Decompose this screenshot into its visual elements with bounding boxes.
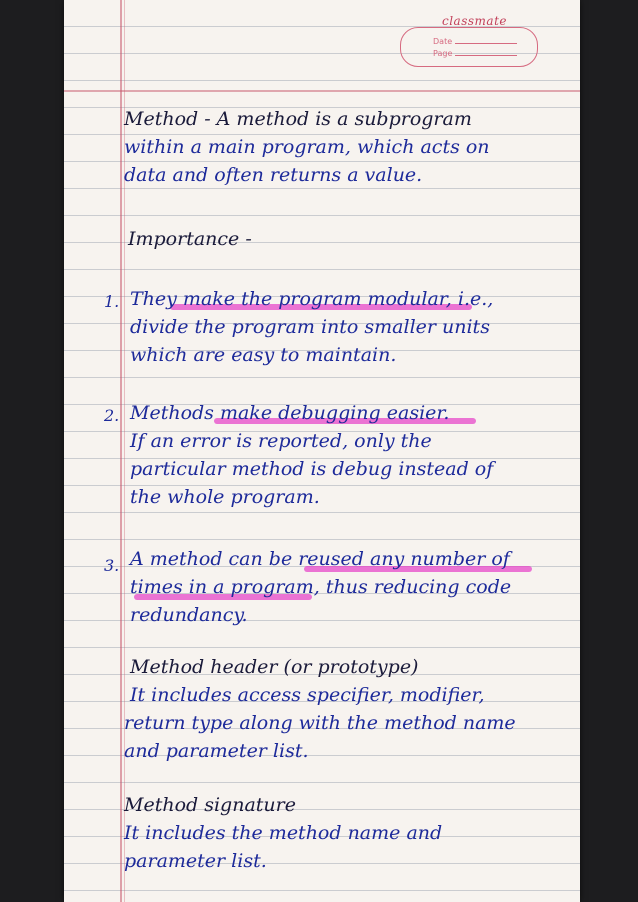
date-label: Date — [433, 37, 453, 46]
margin-line — [120, 0, 122, 902]
header-rule — [64, 90, 580, 92]
point-3-line-2: times in a program, thus reducing code — [130, 576, 512, 598]
point-2-line-2: If an error is reported, only the — [130, 430, 432, 452]
method-header-line-3: and parameter list. — [124, 740, 309, 762]
point-1-line-3: which are easy to maintain. — [130, 344, 397, 366]
importance-heading: Importance - — [128, 228, 252, 250]
point-2-line-1: Methods make debugging easier. — [130, 402, 450, 424]
point-1-number: 1. — [104, 292, 120, 311]
method-signature-line-2: parameter list. — [124, 850, 267, 872]
method-header-title: Method header (or prototype) — [130, 656, 419, 678]
point-2-line-3: particular method is debug instead of — [130, 458, 494, 480]
date-page-box — [400, 27, 538, 67]
point-2-number: 2. — [104, 406, 120, 425]
definition-line-2: within a main program, which acts on — [124, 136, 490, 158]
notebook-page — [64, 0, 580, 902]
point-2-line-4: the whole program. — [130, 486, 320, 508]
method-signature-line-1: It includes the method name and — [124, 822, 443, 844]
definition-line-1: Method - A method is a subprogram — [124, 108, 472, 130]
point-1-line-1: They make the program modular, i.e., — [130, 288, 494, 310]
point-3-line-1: A method can be reused any number of — [130, 548, 510, 570]
definition-line-3: data and often returns a value. — [124, 164, 423, 186]
method-header-line-2: return type along with the method name — [124, 712, 516, 734]
page-label: Page — [433, 49, 453, 58]
method-signature-title: Method signature — [124, 794, 296, 816]
point-3-line-3: redundancy. — [130, 604, 248, 626]
point-3-number: 3. — [104, 556, 120, 575]
brand-logo: classmate — [442, 14, 507, 28]
point-1-line-2: divide the program into smaller units — [130, 316, 490, 338]
method-header-line-1: It includes access specifier, modifier, — [130, 684, 485, 706]
